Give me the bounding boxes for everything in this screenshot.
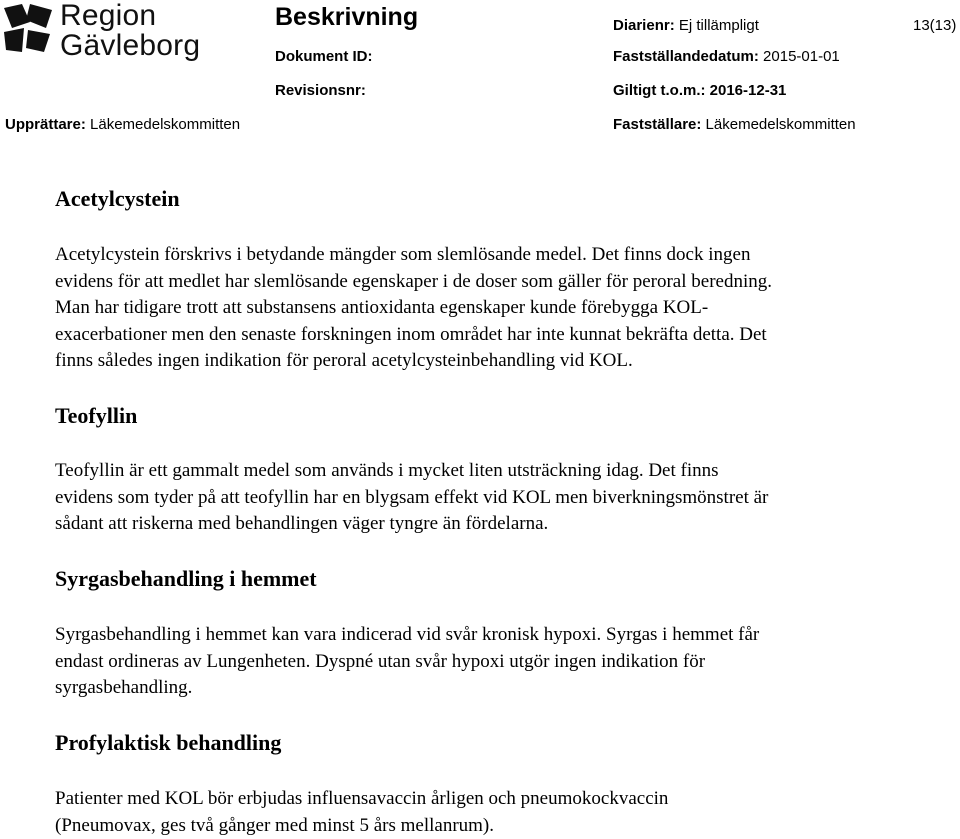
body-line: (Pneumovax, ges två gånger med minst 5 års mellanrum).: [55, 813, 905, 839]
revisionsnr: [275, 82, 366, 100]
upprattare-value: Läkemedelskommitten: [90, 116, 240, 133]
body-line: sådant att riskerna med behandlingen väger tyngre än fördelarna.: [55, 511, 905, 538]
diarienr-value: Ej tillämpligt: [679, 17, 759, 34]
body-line: exacerbationer men den senaste forskningen inom området har inte kunnat bekräfta detta. Det: [55, 322, 905, 349]
diarienr: [613, 17, 759, 35]
faststallare-value: Läkemedelskommitten: [706, 116, 856, 133]
body-line: Acetylcystein förskrivs i betydande mängder som slemlösande medel. Det finns dock ingen: [55, 242, 905, 269]
faststallandedatum: [613, 48, 840, 66]
faststallandedatum-value: 2015-01-01: [763, 48, 840, 65]
faststallare: [613, 116, 856, 134]
upprattare: [5, 116, 240, 134]
page-number: 13(13): [913, 17, 956, 34]
giltigt-label: Giltigt t.o.m.:: [613, 82, 705, 99]
section-body-teofyllin: [55, 458, 905, 538]
dokument-id-label: Dokument ID:: [275, 48, 373, 65]
diarienr-label: Diarienr:: [613, 17, 675, 34]
body-line: syrgasbehandling.: [55, 675, 905, 702]
section-body-profylaktisk: [55, 786, 905, 839]
revisionsnr-label: Revisionsnr:: [275, 82, 366, 99]
section-heading-syrgasbehandling: Syrgasbehandling i hemmet: [55, 566, 317, 592]
logo-mark-icon: [2, 2, 54, 54]
body-line: Patienter med KOL bör erbjudas influensavaccin årligen och pneumokockvaccin: [55, 786, 905, 813]
body-line: endast ordineras av Lungenheten. Dyspné utan svår hypoxi utgör ingen indikation för: [55, 649, 905, 676]
logo-line-1: Region: [60, 0, 156, 32]
body-line: Teofyllin är ett gammalt medel som används i mycket liten utsträckning idag. Det finns: [55, 458, 905, 485]
faststallandedatum-label: Fastställandedatum:: [613, 48, 759, 65]
body-line: evidens som tyder på att teofyllin har en blygsam effekt vid KOL men biverkningsmönstret är: [55, 485, 905, 512]
body-line: evidens för att medlet har slemlösande egenskaper i de doser som gäller för peroral beredning.: [55, 269, 905, 296]
faststallare-label: Fastställare:: [613, 116, 701, 133]
section-heading-acetylcystein: Acetylcystein: [55, 186, 180, 212]
logo-line-2: Gävleborg: [60, 30, 200, 62]
body-line: Syrgasbehandling i hemmet kan vara indicerad vid svår kronisk hypoxi. Syrgas i hemmet får: [55, 622, 905, 649]
body-line: finns således ingen indikation för peroral acetylcysteinbehandling vid KOL.: [55, 348, 905, 375]
section-body-acetylcystein: [55, 242, 905, 375]
giltigt-value: 2016-12-31: [710, 82, 787, 99]
document-type-title: Beskrivning: [275, 3, 418, 32]
upprattare-label: Upprättare:: [5, 116, 86, 133]
section-body-syrgasbehandling: [55, 622, 905, 702]
section-heading-profylaktisk: Profylaktisk behandling: [55, 730, 281, 756]
body-line: Man har tidigare trott att substansens antioxidanta egenskaper kunde förebygga KOL-: [55, 295, 905, 322]
section-heading-teofyllin: Teofyllin: [55, 403, 137, 429]
giltigt-tom: [613, 82, 786, 100]
region-gavleborg-logo: [0, 0, 215, 70]
dokument-id: [275, 48, 373, 66]
